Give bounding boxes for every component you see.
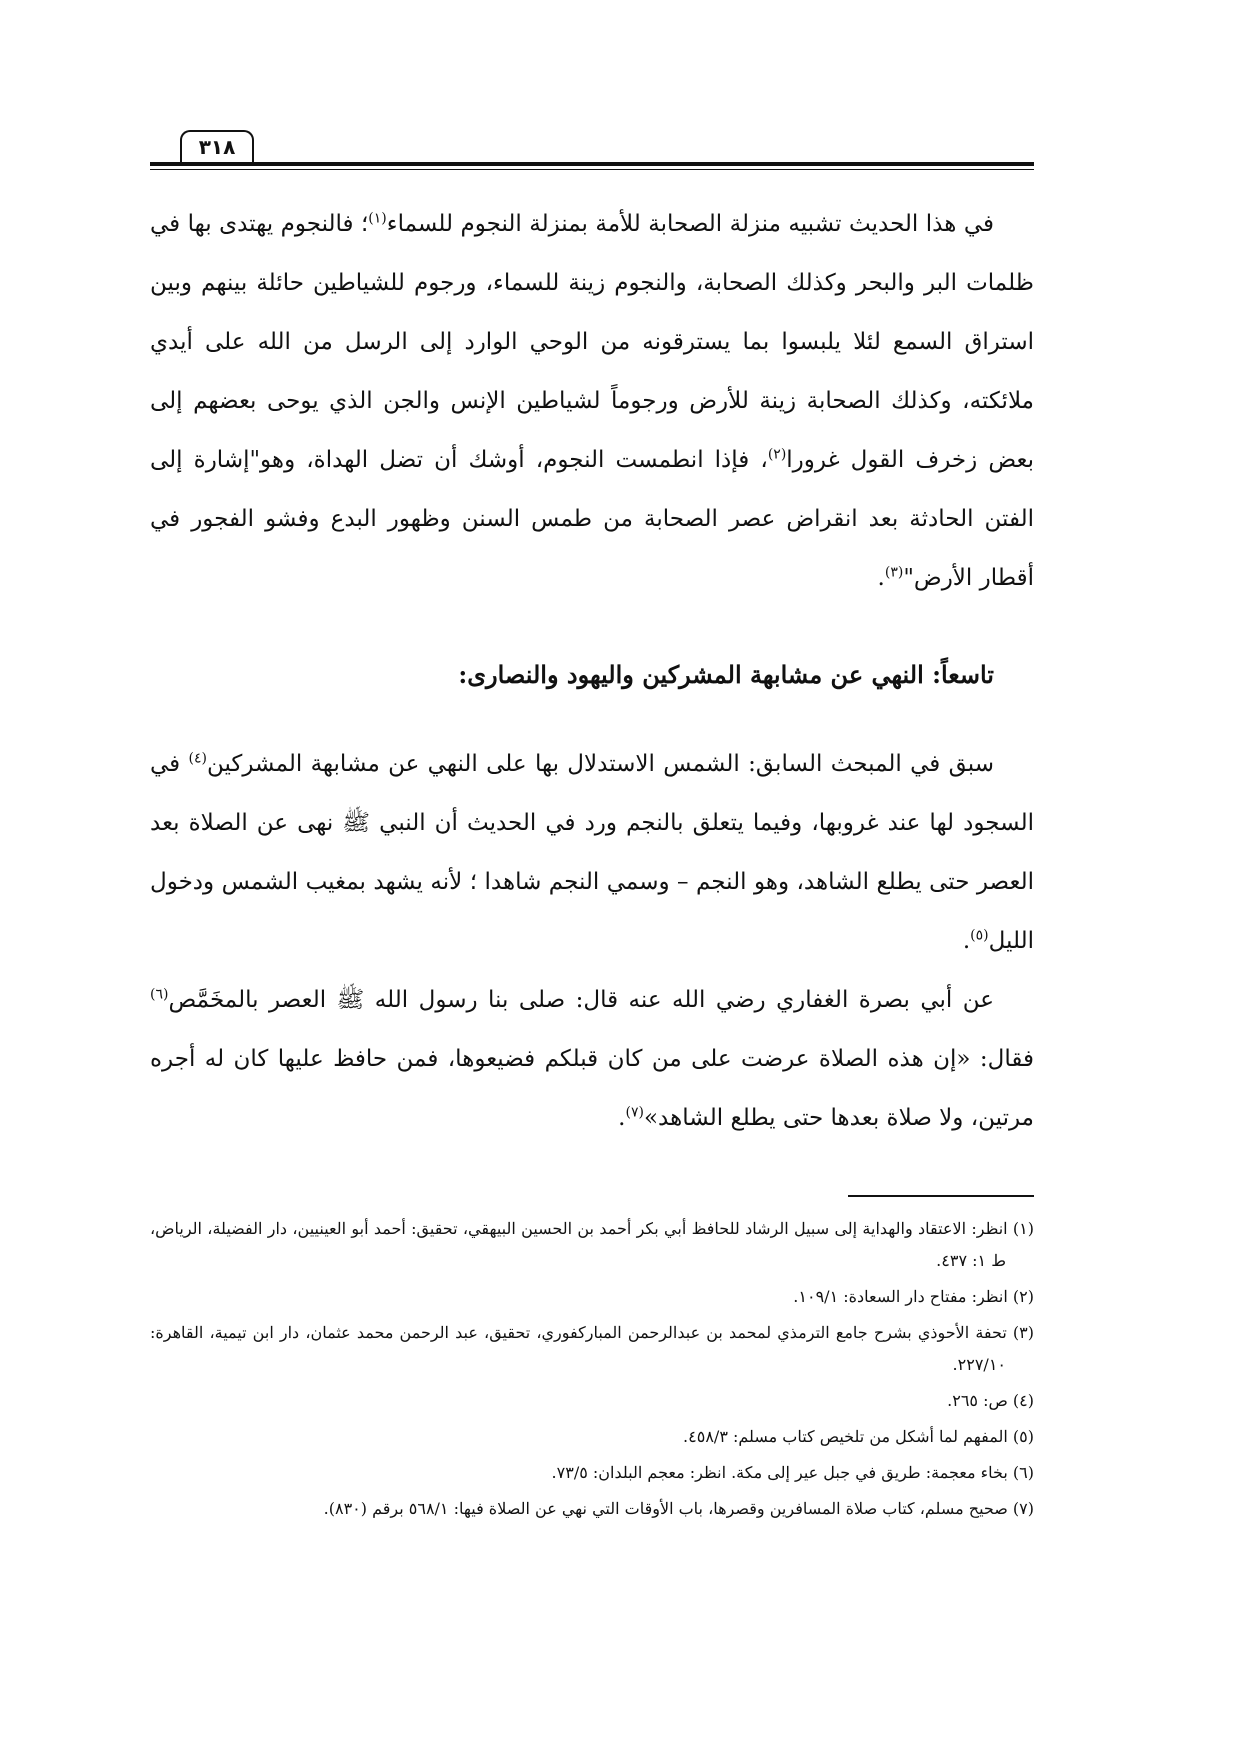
body-text-top bbox=[150, 195, 1034, 608]
footnote-ref[interactable]: (٣) bbox=[884, 564, 904, 581]
footnote: (٤) ص: ٢٦٥. bbox=[947, 1391, 1034, 1410]
text-run: ؛ فالنجوم يهتدى بها في ظلمات البر والبحر وكذلك الصحابة، والنجوم زينة للسماء، ورجوم للشياطين حائلة بينهم وبين استراق السمع لئلا يلبسوا بما يسترقونه من الوحي الوارد إلى الرسل من الله على أيدي ملائكته، وكذلك الصحابة زينة للأرض ورجوماً لشياطين الإنس والجن الذي يوحى بعضهم إلى بعض زخرف القول غرورا bbox=[150, 211, 1035, 473]
header-rule-thick bbox=[150, 162, 1034, 166]
section-heading: تاسعاً: النهي عن مشابهة المشركين واليهود والنصارى: bbox=[458, 660, 994, 689]
footnote: (١) انظر: الاعتقاد والهداية إلى سبيل الرشاد للحافظ أبي بكر أحمد بن الحسين البيهقي، تحقيق: أحمد أبو العينيين، دار الفضيلة، الرياض، ط ١: ٤٣٧. bbox=[150, 1219, 1034, 1270]
text-run: . bbox=[877, 565, 885, 591]
footnote-ref[interactable]: (٢) bbox=[767, 446, 787, 463]
paragraph bbox=[150, 195, 1034, 608]
text-run: فقال: «إن هذه الصلاة عرضت على من كان قبلكم فضيعوها، فمن حافظ عليها كان له أجره مرتين، ولا صلاة بعدها حتى يطلع الشاهد» bbox=[150, 1046, 1034, 1131]
footnote: (٥) المفهم لما أشكل من تلخيص كتاب مسلم: ٤٥٨/٣. bbox=[683, 1427, 1034, 1446]
footnote: (٢) انظر: مفتاح دار السعادة: ١٠٩/١. bbox=[793, 1287, 1034, 1306]
footnote-ref[interactable]: (١) bbox=[368, 210, 387, 227]
text-run: ، فإذا انطمست النجوم، أوشك أن تضل الهداة، وهو"إشارة إلى الفتن الحادثة بعد انقراض عصر الصحابة من طمس السنن وظهور البدع وفشو الفجور في أقطار الأرض" bbox=[150, 447, 1034, 591]
text-run: في السجود لها عند غروبها، وفيما يتعلق بالنجم ورد في الحديث أن النبي ﷺ نهى عن الصلاة بعد العصر حتى يطلع الشاهد، وهو النجم – وسمي النجم شاهدا ؛ لأنه يشهد بمغيب الشمس ودخول الليل bbox=[150, 751, 1034, 954]
text-run: . bbox=[618, 1105, 626, 1131]
footnote-ref[interactable]: (٦) bbox=[150, 986, 169, 1003]
footnote: (٦) بخاء معجمة: طريق في جبل عير إلى مكة. انظر: معجم البلدان: ٧٣/٥. bbox=[551, 1463, 1034, 1482]
text-run: سبق في المبحث السابق: الشمس الاستدلال بها على النهي عن مشابهة المشركين bbox=[206, 751, 994, 777]
footnote-separator bbox=[848, 1195, 1034, 1197]
text-run: . bbox=[962, 928, 971, 954]
footnotes bbox=[150, 1213, 1034, 1529]
footnote-ref[interactable]: (٤) bbox=[188, 750, 207, 767]
text-run: عن أبي بصرة الغفاري رضي الله عنه قال: صلى بنا رسول الله ﷺ العصر بالمخَمَّص bbox=[168, 987, 994, 1013]
footnote: (٣) تحفة الأحوذي بشرح جامع الترمذي لمحمد بن عبدالرحمن المباركفوري، تحقيق، عبد الرحمن محمد عثمان، دار ابن تيمية، القاهرة: ٢٢٧/١٠. bbox=[150, 1323, 1034, 1374]
footnote-ref[interactable]: (٥) bbox=[970, 927, 989, 944]
footnote-ref[interactable]: (٧) bbox=[625, 1104, 644, 1121]
body-text-bottom bbox=[150, 735, 1034, 1148]
page-header bbox=[150, 130, 1034, 170]
paragraph bbox=[150, 971, 1034, 1148]
page-number: ٣١٨ bbox=[180, 130, 254, 162]
text-run: في هذا الحديث تشبيه منزلة الصحابة للأمة بمنزلة النجوم للسماء bbox=[386, 211, 994, 237]
paragraph bbox=[150, 735, 1034, 971]
footnote: (٧) صحيح مسلم، كتاب صلاة المسافرين وقصرها، باب الأوقات التي نهي عن الصلاة فيها: ٥٦٨/١ برقم (٨٣٠). bbox=[323, 1499, 1034, 1518]
header-rule-thin bbox=[150, 169, 1034, 170]
